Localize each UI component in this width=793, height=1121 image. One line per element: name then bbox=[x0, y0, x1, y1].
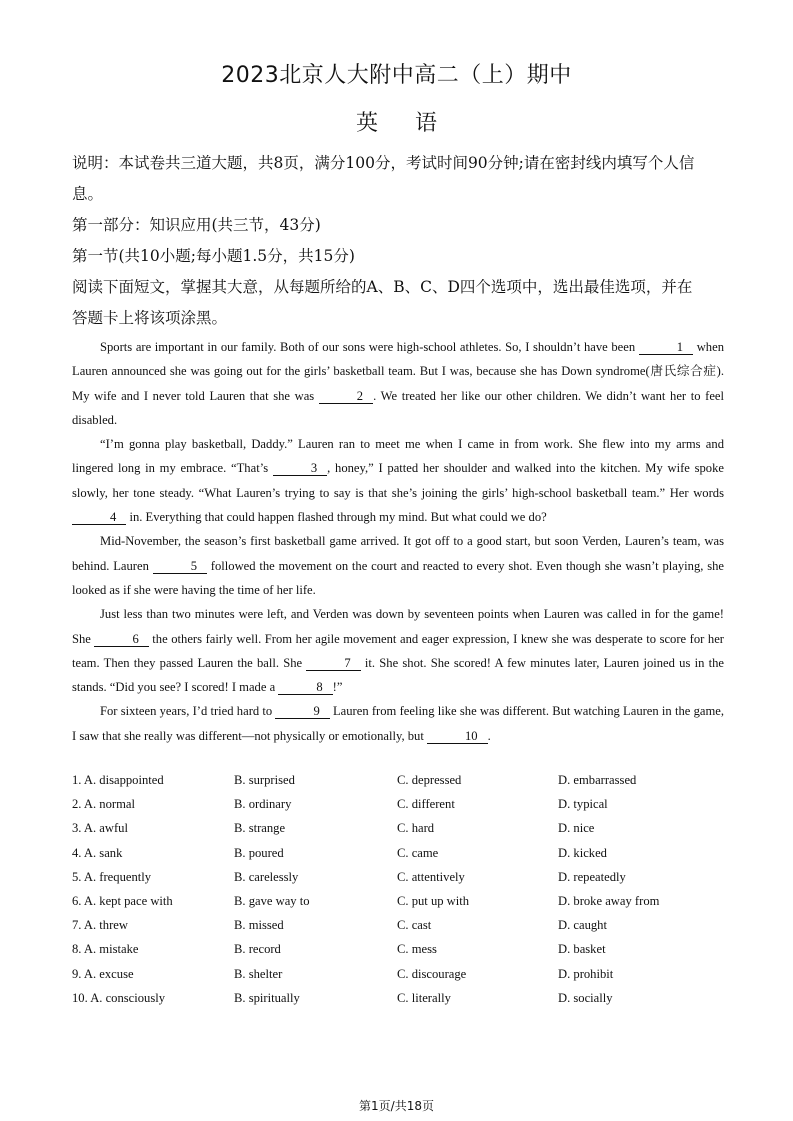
answer-blank: 6 bbox=[94, 632, 148, 647]
option-d: D. repeatedly bbox=[558, 869, 626, 884]
answer-blank: 8 bbox=[278, 680, 332, 695]
option-b: B. shelter bbox=[234, 966, 283, 981]
option-row bbox=[72, 773, 732, 797]
passage-text: Just less than two minutes were left, and Verden was down by seventeen points when Lauren was called in for the game! She bbox=[72, 607, 724, 646]
page-title: 2023北京人大附中高二（上）期中 bbox=[221, 63, 572, 88]
passage-paragraph bbox=[72, 529, 724, 602]
option-c: C. mess bbox=[397, 942, 437, 957]
option-b: B. gave way to bbox=[234, 893, 310, 908]
answer-blank: 3 bbox=[273, 461, 327, 476]
answer-options bbox=[72, 773, 732, 1015]
option-d: D. prohibit bbox=[558, 966, 614, 981]
answer-blank: 4 bbox=[72, 510, 126, 525]
passage-text: . We treated her like our other children. We didn’t want her to feel disabled. bbox=[72, 388, 724, 427]
option-a: 1. A. disappointed bbox=[72, 773, 164, 787]
option-d: D. broke away from bbox=[558, 893, 660, 908]
option-row bbox=[72, 942, 732, 966]
exam-instructions bbox=[72, 148, 724, 334]
passage-paragraph bbox=[72, 432, 724, 529]
passage-text: , honey,” I patted her shoulder and walked into the kitchen. My wife spoke slowly, her tone steady. “What Lauren’s trying to say is that she’s joining the girls’ high-school basketball team.” Her words bbox=[72, 461, 724, 500]
option-a: 10. A. consciously bbox=[72, 990, 166, 1005]
passage-text: when Lauren announced she was going out for the girls’ basketball team. But I was, because she has Down syndrome(唐氏综合症). My wife and I never told Lauren that she was bbox=[72, 340, 724, 403]
option-d: D. nice bbox=[558, 821, 595, 836]
option-row bbox=[72, 918, 732, 942]
answer-blank: 1 bbox=[639, 340, 693, 355]
option-b: B. carelessly bbox=[234, 869, 299, 884]
answer-blank: 10 bbox=[427, 729, 488, 744]
option-d: D. typical bbox=[558, 797, 608, 812]
passage-text: Mid-November, the season’s first basketball game arrived. It got off to a good start, but soon Verden, Lauren’s team, was behind. Lauren bbox=[72, 534, 724, 573]
option-a: 2. A. normal bbox=[72, 797, 135, 812]
option-d: D. embarrassed bbox=[558, 773, 637, 787]
option-a: 6. A. kept pace with bbox=[72, 893, 173, 908]
option-d: D. kicked bbox=[558, 845, 607, 860]
option-row bbox=[72, 991, 732, 1015]
option-b: B. strange bbox=[234, 821, 286, 836]
option-a: 9. A. excuse bbox=[72, 966, 134, 981]
option-a: 7. A. threw bbox=[72, 918, 128, 933]
page-number: 第1页/共18页 bbox=[359, 1099, 434, 1113]
option-c: C. came bbox=[397, 845, 439, 860]
passage-paragraph bbox=[72, 699, 724, 748]
option-b: B. spiritually bbox=[234, 990, 300, 1005]
directions-line-1: 阅读下面短文，掌握其大意，从每题所给的A、B、C、D四个选项中，选出最佳选项，并在 bbox=[72, 278, 693, 296]
instructions-line-1: 说明：本试卷共三道大题，共8页，满分100分，考试时间90分钟;请在密封线内填写个人信 bbox=[72, 154, 695, 172]
option-b: B. record bbox=[234, 942, 281, 957]
option-row bbox=[72, 797, 732, 821]
option-row bbox=[72, 967, 732, 991]
passage-text: !” bbox=[332, 680, 343, 695]
option-b: B. missed bbox=[234, 918, 284, 933]
passage-text: “I’m gonna play basketball, Daddy.” Lauren ran to meet me when I came in from work. She flew into my arms and lingered long in my embrace. “That’s bbox=[72, 437, 724, 476]
option-d: D. basket bbox=[558, 942, 606, 957]
answer-blank: 7 bbox=[306, 656, 360, 671]
option-b: B. ordinary bbox=[234, 797, 292, 812]
directions-line-2: 答题卡上将该项涂黑。 bbox=[72, 309, 228, 327]
passage-text: the others fairly well. From her agile movement and eager expression, I knew she was desperate to score for her team. Then they passed Lauren the ball. She bbox=[72, 631, 725, 670]
option-c: C. discourage bbox=[397, 966, 467, 981]
answer-blank: 2 bbox=[319, 389, 373, 404]
option-c: C. different bbox=[397, 797, 455, 812]
option-row bbox=[72, 821, 732, 845]
option-c: C. hard bbox=[397, 821, 435, 836]
option-row bbox=[72, 846, 732, 870]
option-c: C. depressed bbox=[397, 773, 462, 787]
passage-text: in. Everything that could happen flashed through my mind. But what could we do? bbox=[126, 510, 547, 525]
subject-heading: 英 语 bbox=[356, 111, 437, 136]
option-b: B. poured bbox=[234, 845, 284, 860]
option-row bbox=[72, 894, 732, 918]
answer-blank: 5 bbox=[153, 559, 207, 574]
option-b: B. surprised bbox=[234, 773, 295, 787]
instructions-line-2: 息。 bbox=[72, 185, 104, 203]
option-a: 3. A. awful bbox=[72, 821, 128, 836]
passage-text: . bbox=[487, 728, 491, 743]
option-a: 8. A. mistake bbox=[72, 942, 139, 957]
passage-text: Lauren from feeling like she was different. But watching Lauren in the game, I saw that she really was different—not physically or emotionally, but bbox=[72, 704, 724, 743]
option-a: 4. A. sank bbox=[72, 845, 123, 860]
option-c: C. attentively bbox=[397, 869, 465, 884]
option-d: D. caught bbox=[558, 918, 607, 933]
part-heading: 第一部分：知识应用(共三节，43分) bbox=[72, 216, 321, 234]
passage-text: Sports are important in our family. Both of our sons were high-school athletes. So, I shouldn’t have been bbox=[100, 340, 636, 354]
cloze-passage bbox=[72, 335, 724, 748]
section-heading: 第一节(共10小题;每小题1.5分，共15分) bbox=[72, 247, 355, 265]
passage-text: followed the movement on the court and reacted to every shot. Even though she wasn’t playing, she looked as if she were having the time of her life. bbox=[72, 558, 724, 597]
option-c: C. literally bbox=[397, 990, 451, 1005]
passage-paragraph bbox=[72, 335, 724, 432]
option-c: C. cast bbox=[397, 918, 432, 933]
passage-text: For sixteen years, I’d tried hard to bbox=[100, 704, 276, 719]
passage-text: it. She shot. She scored! A few minutes later, Lauren joined us in the stands. “Did you see? I scored! I made a bbox=[72, 655, 725, 695]
passage-paragraph bbox=[72, 602, 724, 699]
option-d: D. socially bbox=[558, 990, 613, 1005]
answer-blank: 9 bbox=[275, 704, 329, 719]
option-row bbox=[72, 870, 732, 894]
option-c: C. put up with bbox=[397, 893, 470, 908]
option-a: 5. A. frequently bbox=[72, 869, 152, 884]
